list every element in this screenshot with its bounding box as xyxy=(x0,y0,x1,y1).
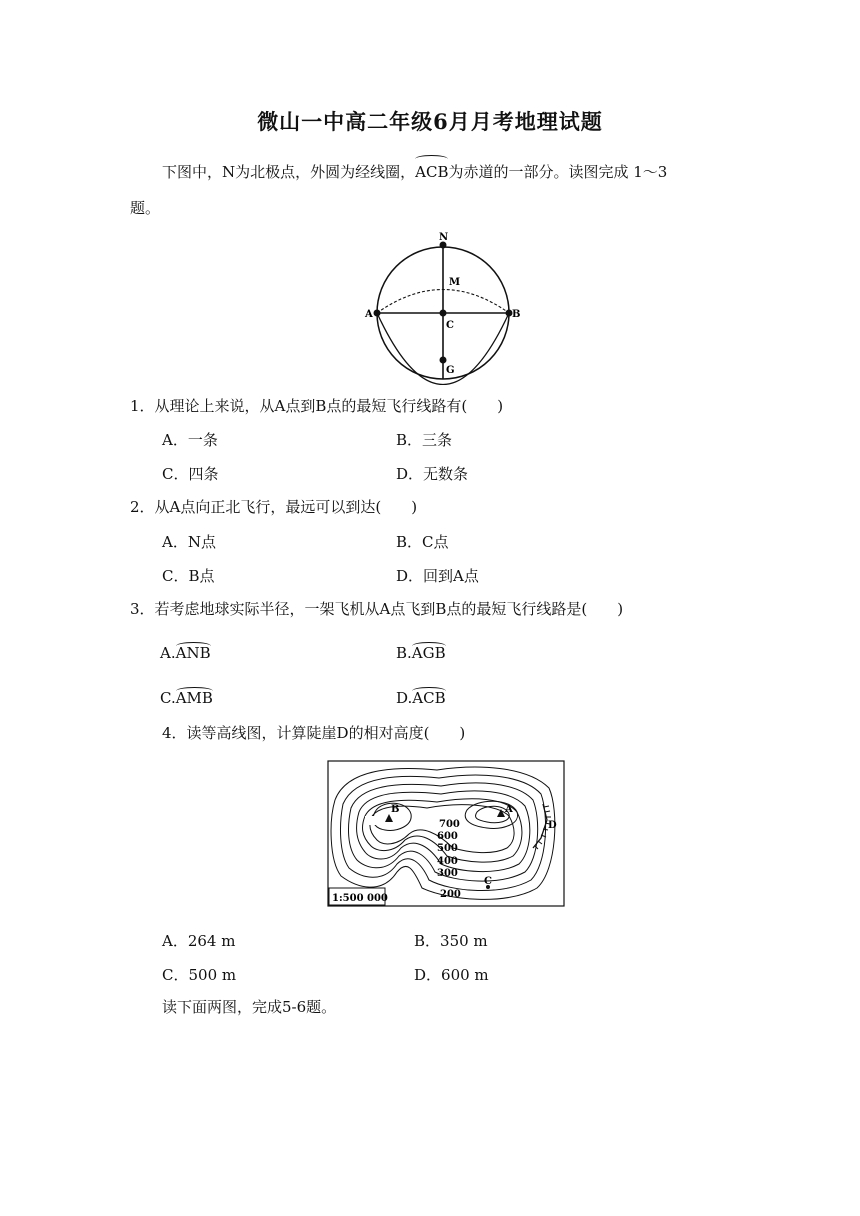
question-4-option-a: A．264 m xyxy=(162,932,236,950)
option-c-prefix: C. xyxy=(160,689,176,707)
contour-label-200: 200 xyxy=(440,889,461,900)
question-1-option-d: D．无数条 xyxy=(396,465,469,483)
question-1-option-a: A．一条 xyxy=(162,431,218,449)
question-4-option-c: C．500 m xyxy=(162,966,237,984)
label-b: B xyxy=(512,309,521,320)
contour-label-400: 400 xyxy=(437,856,458,867)
question-3-option-b xyxy=(396,644,446,662)
intro-line-1 xyxy=(162,157,667,187)
label-g: G xyxy=(446,365,455,376)
arc-amb-label: AMB xyxy=(175,689,213,707)
map-label-a: A xyxy=(505,804,513,815)
option-a-prefix: A. xyxy=(160,644,176,662)
globe-figure xyxy=(360,230,525,385)
question-2-option-b: B．C点 xyxy=(396,533,449,551)
question-1-stem: 1．从理论上来说，从A点到B点的最短飞行线路有( ) xyxy=(130,397,504,415)
footer-instruction: 读下面两图，完成5-6题。 xyxy=(162,998,337,1016)
scale-label: 1:500 000 xyxy=(332,893,388,904)
point-g xyxy=(440,357,447,364)
option-d-prefix: D. xyxy=(396,689,413,707)
intro-line-2: 题。 xyxy=(130,199,161,217)
question-4-stem: 4．读等高线图，计算陡崖D的相对高度( ) xyxy=(162,724,466,742)
arc-acb: ACB xyxy=(415,157,448,187)
map-label-b: B xyxy=(391,804,400,815)
question-2-stem: 2．从A点向正北飞行，最远可以到达( ) xyxy=(130,498,418,516)
intro-text-pre: 下图中，N为北极点，外圆为经线圈， xyxy=(162,163,416,181)
page-title: 微山一中高二年级6月月考地理试题 xyxy=(257,109,603,134)
question-2-option-d: D．回到A点 xyxy=(396,567,479,585)
label-c: C xyxy=(446,320,454,331)
arc-acb-label: ACB xyxy=(412,689,446,707)
question-4-option-b: B．350 m xyxy=(414,932,488,950)
point-a xyxy=(374,310,381,317)
question-3-option-c xyxy=(160,689,213,707)
contour-label-600: 600 xyxy=(437,831,458,842)
label-b-bg xyxy=(365,816,383,825)
arc-anb-label: ANB xyxy=(175,644,211,662)
label-n: N xyxy=(439,232,449,243)
question-3-option-d xyxy=(396,689,446,707)
contour-label-300: 300 xyxy=(437,868,458,879)
arc-agb-label: AGB xyxy=(411,644,446,662)
contour-label-500: 500 xyxy=(437,843,458,854)
option-b-prefix: B. xyxy=(396,644,412,662)
question-4-option-d: D．600 m xyxy=(414,966,489,984)
contour-map-figure xyxy=(327,760,567,908)
question-1-option-c: C．四条 xyxy=(162,465,219,483)
point-c xyxy=(440,310,447,317)
question-1-option-b: B．三条 xyxy=(396,431,453,449)
map-label-c: C xyxy=(484,876,492,887)
label-m: M xyxy=(449,277,461,288)
question-3-stem: 3．若考虑地球实际半径，一架飞机从A点飞到B点的最短飞行线路是( ) xyxy=(130,600,624,618)
intro-text-post: 为赤道的一部分。读图完成 1～3 xyxy=(448,163,668,181)
label-a: A xyxy=(365,309,373,320)
question-3-option-a xyxy=(160,644,211,662)
map-label-d: D xyxy=(548,820,557,831)
question-2-option-c: C．B点 xyxy=(162,567,215,585)
question-2-option-a: A．N点 xyxy=(162,533,216,551)
contour-label-700: 700 xyxy=(439,819,460,830)
